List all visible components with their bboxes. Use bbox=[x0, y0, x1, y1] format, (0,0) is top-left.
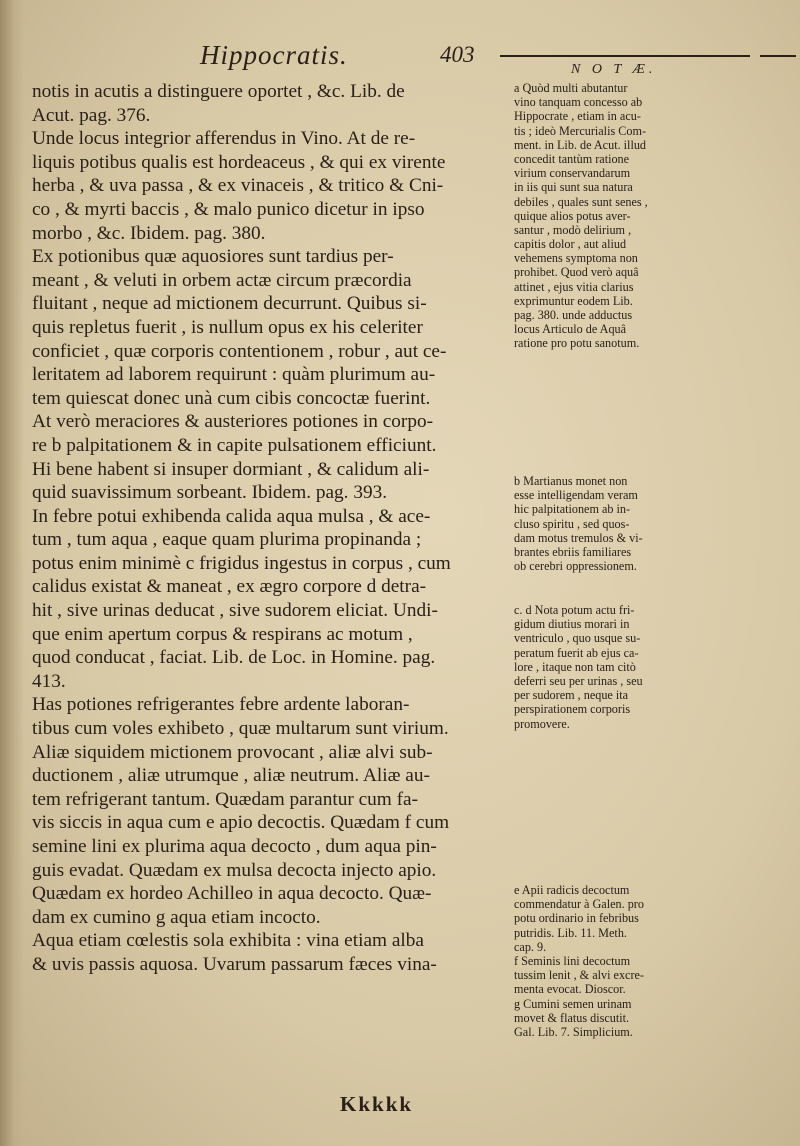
text-line: tem quiescat donec unà cum cibis concoctæ fuerint. bbox=[32, 387, 431, 409]
footnote-line: perspirationem corporis bbox=[514, 702, 631, 717]
footnote-line: ratione pro potu sanotum. bbox=[514, 336, 640, 351]
text-line: Ex potionibus quæ aquosiores sunt tardius per- bbox=[32, 246, 394, 268]
text-line: fluitant , neque ad mictionem decurrunt. Quibus si- bbox=[32, 293, 427, 315]
text-line: tum , tum aqua , eaque quam plurima propinanda ; bbox=[32, 529, 422, 551]
footnote-line: commendatur à Galen. pro bbox=[514, 897, 644, 912]
footnote-line: gidum diutius morari in bbox=[514, 617, 630, 632]
footnote-line: dam motus tremulos & vi- bbox=[514, 530, 643, 545]
text-line: hit , sive urinas deducat , sive sudorem eliciat. Undi- bbox=[32, 600, 438, 622]
text-line: & uvis passis aquosa. Uvarum passarum fæces vina- bbox=[32, 953, 437, 975]
footnote-line: cap. 9. bbox=[514, 939, 547, 954]
text-line: Unde locus integrior afferendus in Vino. At de re- bbox=[32, 128, 416, 150]
text-line: dam ex cumino g aqua etiam incocto. bbox=[32, 906, 321, 928]
text-line: tibus cum voles exhibeto , quæ multarum sunt virium. bbox=[32, 718, 449, 740]
text-line: Aliæ siquidem mictionem provocant , aliæ alvi sub- bbox=[32, 741, 433, 763]
footnote-line: g Cumini semen urinam bbox=[514, 996, 632, 1011]
footnote-line: promovere. bbox=[514, 716, 570, 731]
footnote-line: tussim lenit , & alvi excre- bbox=[514, 968, 644, 983]
text-line: notis in acutis a distinguere oportet , &c. Lib. de bbox=[32, 81, 405, 102]
text-line: Aqua etiam cœlestis sola exhibita : vina etiam alba bbox=[32, 930, 424, 952]
footnote-line: concedit tantùm ratione bbox=[514, 151, 630, 166]
footnote-a bbox=[514, 81, 772, 351]
footnote-line: potu ordinario in febribus bbox=[514, 911, 639, 926]
text-line: quis repletus fuerit , is nullum opus ex his celeriter bbox=[32, 316, 423, 338]
text-line: co , & myrti baccis , & malo punico dicetur in ipso bbox=[32, 198, 425, 220]
footnote-line: cluso spiritu , sed quos- bbox=[514, 516, 630, 531]
footnote-line: a Quòd multi abutantur bbox=[514, 81, 628, 95]
text-line: leritatem ad laborem requirunt : quàm plurimum au- bbox=[32, 364, 436, 386]
text-line: quid suavissimum sorbeant. Ibidem. pag. 393. bbox=[32, 482, 388, 504]
text-line: vis siccis in aqua cum e apio decoctis. Quædam f cum bbox=[32, 812, 450, 834]
footnote-line: b Martianus monet non bbox=[514, 474, 628, 488]
footnote-line: peratum fuerit ab ejus ca- bbox=[514, 645, 639, 660]
text-line: quod conducat , faciat. Lib. de Loc. in Homine. pag. bbox=[32, 647, 436, 669]
footnote-line: vino tanquam concesso ab bbox=[514, 95, 643, 110]
text-line: re b palpitationem & in capite pulsationem efficiunt. bbox=[32, 434, 437, 456]
text-line: At verò meraciores & austeriores potiones in corpo- bbox=[32, 411, 434, 433]
footnote-line: vehemens symptoma non bbox=[514, 251, 638, 266]
page-gutter-shadow bbox=[0, 0, 24, 1146]
main-text-column bbox=[32, 80, 510, 977]
footnote-line: in iis qui sunt sua natura bbox=[514, 180, 633, 195]
footnote-line: tis ; ideò Mercurialis Com- bbox=[514, 123, 647, 138]
text-line: ductionem , aliæ utrumque , aliæ neutrum. Aliæ au- bbox=[32, 765, 430, 787]
footnote-line: ment. in Lib. de Acut. illud bbox=[514, 137, 647, 152]
page-number: 403 bbox=[440, 42, 475, 67]
footnote-e-f-g bbox=[514, 883, 772, 1039]
footnote-line: debiles , quales sunt senes , bbox=[514, 194, 648, 209]
header-rule bbox=[500, 55, 750, 57]
footnote-c-d bbox=[514, 603, 772, 731]
signature-mark: Kkkkk bbox=[340, 1092, 414, 1116]
footnote-line: esse intelligendam veram bbox=[514, 488, 638, 503]
footnote-line: Hippocrate , etiam in acu- bbox=[514, 109, 641, 124]
footnote-line: prohibet. Quod verò aquâ bbox=[514, 265, 639, 280]
header-rule-end bbox=[760, 55, 796, 57]
text-line: potus enim minimè c frigidus ingestus in corpus , cum bbox=[32, 552, 451, 574]
footnote-line: exprimuntur eodem Lib. bbox=[514, 293, 633, 308]
text-line: calidus existat & maneat , ex ægro corpore d detra- bbox=[32, 576, 427, 598]
text-line: Quædam ex hordeo Achilleo in aqua decocto. Quæ- bbox=[32, 883, 432, 905]
notes-heading: N O T Æ. bbox=[571, 62, 657, 77]
footnote-line: e Apii radicis decoctum bbox=[514, 883, 630, 897]
footnote-line: locus Articulo de Aquâ bbox=[514, 322, 627, 337]
text-line: Acut. pag. 376. bbox=[32, 104, 151, 126]
footnote-line: ob cerebri oppressionem. bbox=[514, 559, 637, 574]
text-line: tem refrigerant tantum. Quædam parantur cum fa- bbox=[32, 788, 419, 810]
footnote-line: virium conservandarum bbox=[514, 166, 631, 181]
text-line: In febre potui exhibenda calida aqua mulsa , & ace- bbox=[32, 505, 431, 527]
footnote-line: movet & flatus discutit. bbox=[514, 1010, 630, 1025]
footnote-line: brantes ebriis familiares bbox=[514, 544, 632, 559]
page-header bbox=[0, 40, 800, 77]
footnote-line: pag. 380. unde adductus bbox=[514, 308, 633, 322]
text-line: que enim apertum corpus & respirans ac motum , bbox=[32, 623, 413, 645]
footnote-line: quique alios potus aver- bbox=[514, 208, 631, 223]
footnote-line: lore , itaque non tam citò bbox=[514, 659, 636, 674]
text-line: semine lini ex plurima aqua decocto , dum aqua pin- bbox=[32, 836, 437, 857]
running-title: Hippocratis. bbox=[200, 40, 348, 70]
footnote-line: santur , modò delirium , bbox=[514, 222, 632, 237]
text-line: liquis potibus qualis est hordeaceus , & qui ex virente bbox=[32, 151, 446, 173]
text-line: morbo , &c. Ibidem. pag. 380. bbox=[32, 222, 266, 244]
text-line: guis evadat. Quædam ex mulsa decocta injecto apio. bbox=[32, 859, 437, 881]
footnote-line: attinet , ejus vitia clarius bbox=[514, 279, 634, 294]
footnote-line: c. d Nota potum actu fri- bbox=[514, 603, 635, 617]
footnote-line: deferri seu per urinas , seu bbox=[514, 673, 643, 688]
text-line: Hi bene habent si insuper dormiant , & calidum ali- bbox=[32, 458, 430, 480]
text-line: conficiet , quæ corporis contentionem , robur , aut ce- bbox=[32, 340, 447, 362]
footnote-line: f Seminis lini decoctum bbox=[514, 953, 631, 968]
text-line: Has potiones refrigerantes febre ardente laboran- bbox=[32, 694, 410, 716]
text-line: meant , & veluti in orbem actæ circum præcordia bbox=[32, 269, 412, 291]
footnote-line: capitis dolor , aut aliud bbox=[514, 237, 627, 252]
footnote-line: per sudorem , neque ita bbox=[514, 688, 629, 703]
footnote-line: hic palpitationem ab in- bbox=[514, 502, 631, 517]
text-line: 413. bbox=[32, 670, 66, 692]
footnote-line: menta evocat. Dioscor. bbox=[514, 982, 626, 997]
footnote-line: ventriculo , quo usque su- bbox=[514, 631, 641, 646]
footnote-line: putridis. Lib. 11. Meth. bbox=[514, 925, 627, 940]
footnote-line: Gal. Lib. 7. Simplicium. bbox=[514, 1024, 633, 1039]
footnote-b bbox=[514, 474, 772, 573]
text-line: herba , & uva passa , & ex vinaceis , & tritico & Cni- bbox=[32, 175, 444, 197]
